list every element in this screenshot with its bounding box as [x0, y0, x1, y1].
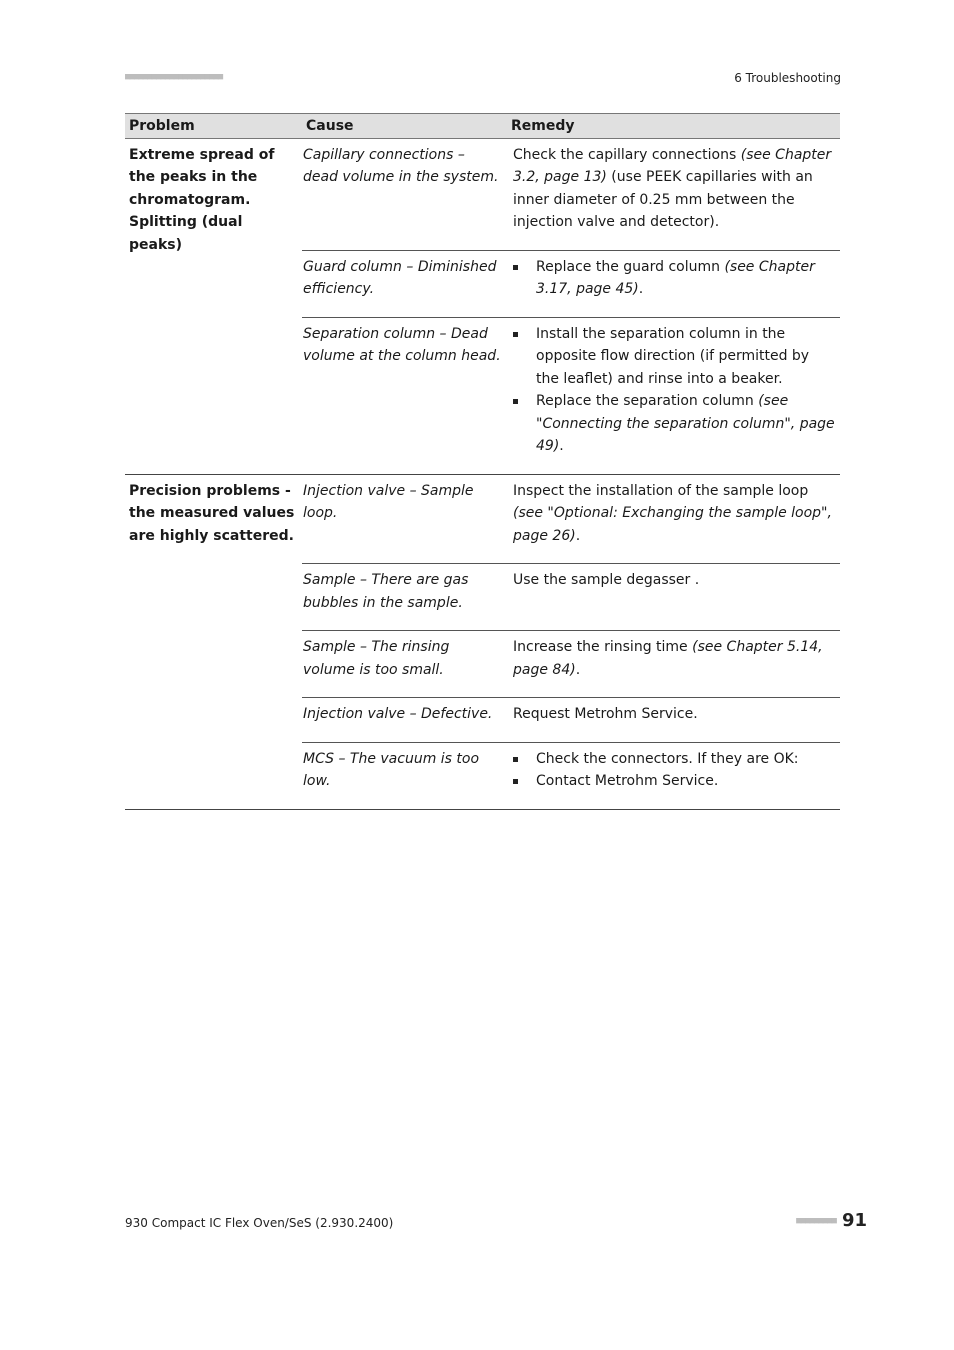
table-header-row	[125, 114, 840, 139]
table-row	[125, 138, 840, 250]
cross-reference: (see "Connecting the separation column", page 49)	[536, 393, 835, 454]
remedy-cell	[507, 250, 840, 317]
cause-cell: Separation column – Dead volume at the column head.	[302, 317, 507, 474]
cause-cell: Capillary connections – dead volume in the system.	[302, 138, 507, 250]
cause-cell: Sample – The rinsing volume is too small.	[302, 631, 507, 698]
remedy-cell: Increase the rinsing time (see Chapter 5.14, page 84).	[507, 631, 840, 698]
bullet-item: Replace the guard column (see Chapter 3.17, page 45).	[513, 256, 836, 301]
cross-reference: (see Chapter 3.17, page 45)	[536, 258, 815, 297]
cross-reference: (see "Optional: Exchanging the sample loop", page 26)	[513, 505, 832, 544]
cause-cell: Sample – There are gas bubbles in the sample.	[302, 564, 507, 631]
column-header-cause: Cause	[302, 114, 507, 139]
footer-decoration: ■■■■■■■■■	[796, 1215, 836, 1226]
bullet-item: Replace the separation column (see "Connecting the separation column", page 49).	[513, 390, 836, 458]
troubleshooting-table	[125, 113, 840, 810]
cause-cell: Guard column – Diminished efficiency.	[302, 250, 507, 317]
page-number: 91	[841, 1210, 867, 1231]
cause-cell: Injection valve – Defective.	[302, 698, 507, 743]
remedy-cell	[507, 742, 840, 809]
bullet-item: Contact Metrohm Service.	[513, 770, 836, 793]
header-decoration: ■■■■■■■■■■■■■■■■■■■■■■	[125, 72, 223, 82]
cross-reference: (see Chapter 3.2, page 13)	[513, 146, 832, 185]
remedy-cell: Use the sample degasser .	[507, 564, 840, 631]
column-header-problem: Problem	[125, 114, 302, 139]
bullet-item: Install the separation column in the opposite flow direction (if permitted by the leaflet) and rinse into a beaker.	[513, 323, 836, 391]
problem-cell: Precision problems - the measured values are highly scattered.	[125, 474, 302, 809]
problem-cell: Extreme spread of the peaks in the chromatogram. Splitting (dual peaks)	[125, 138, 302, 474]
cause-cell: Injection valve – Sample loop.	[302, 474, 507, 564]
column-header-remedy: Remedy	[507, 114, 840, 139]
cross-reference: (see Chapter 5.14, page 84)	[513, 639, 823, 678]
remedy-cell: Check the capillary connections (see Chapter 3.2, page 13) (use PEEK capillaries with an inner diameter of 0.25 mm between the injection valve and detector).	[507, 138, 840, 250]
bullet-item: Check the connectors. If they are OK:	[513, 748, 836, 771]
product-name: 930 Compact IC Flex Oven/SeS (2.930.2400)	[125, 1216, 394, 1230]
section-title: 6 Troubleshooting	[734, 71, 841, 85]
remedy-cell	[507, 317, 840, 474]
remedy-cell: Inspect the installation of the sample loop (see "Optional: Exchanging the sample loop", page 26).	[507, 474, 840, 564]
remedy-cell: Request Metrohm Service.	[507, 698, 840, 743]
table-row	[125, 474, 840, 564]
page-number-block	[796, 1210, 867, 1231]
cause-cell: MCS – The vacuum is too low.	[302, 742, 507, 809]
